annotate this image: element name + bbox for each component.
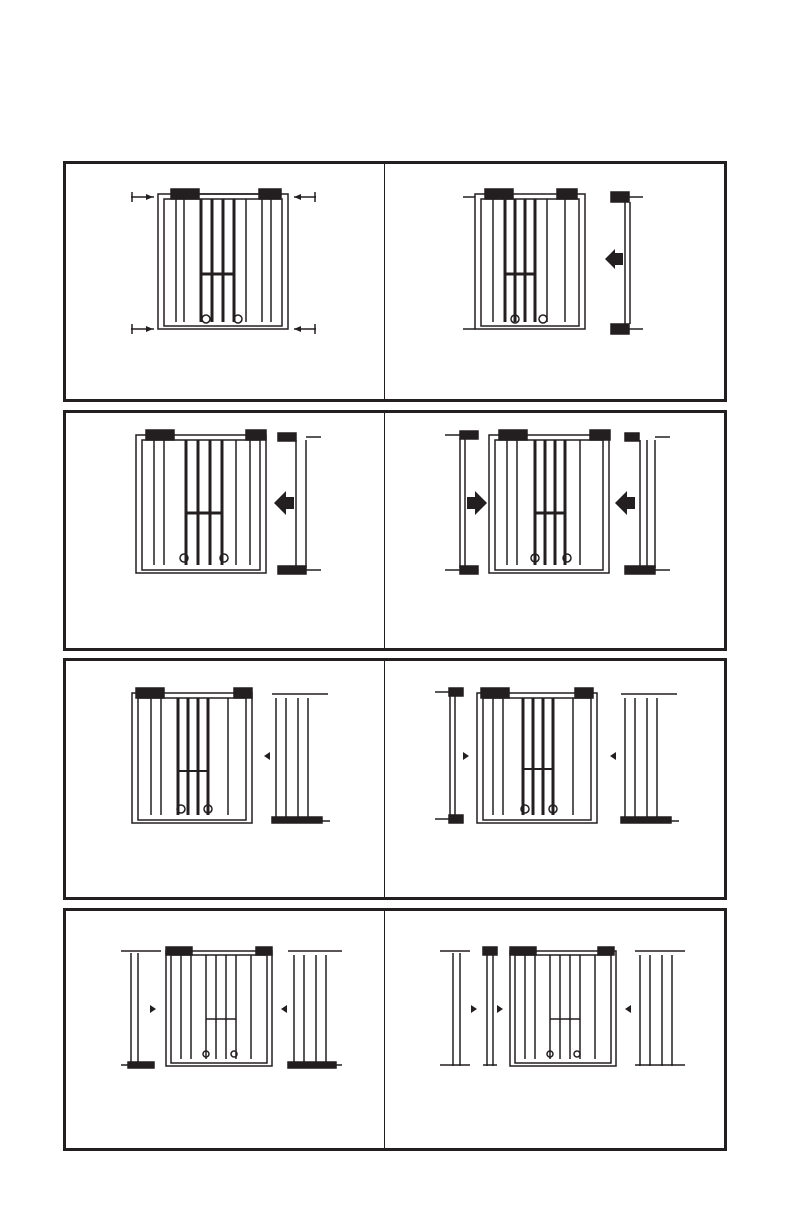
diagram-gate-wide-extension — [66, 661, 384, 897]
gate-diagram — [66, 164, 384, 399]
diagram-gate-three-extensions — [385, 911, 724, 1148]
instruction-row-3 — [63, 658, 727, 900]
gate-diagram — [385, 911, 724, 1146]
gate-diagram — [66, 911, 384, 1146]
instruction-row-1 — [63, 161, 727, 402]
gate-diagram — [66, 661, 384, 896]
diagram-gate-two-extensions-wide — [385, 661, 724, 897]
diagram-gate-one-extension — [66, 413, 384, 648]
gate-diagram — [385, 164, 724, 399]
diagram-gate-with-spindles — [66, 164, 384, 399]
diagram-gate-two-extensions — [66, 911, 384, 1148]
gate-diagram — [385, 661, 724, 896]
instruction-row-2 — [63, 410, 727, 651]
diagram-gate-one-extension — [385, 164, 724, 399]
diagram-gate-two-extensions — [385, 413, 724, 648]
gate-diagram — [66, 413, 384, 648]
instruction-row-4 — [63, 908, 727, 1151]
gate-diagram — [385, 413, 724, 648]
